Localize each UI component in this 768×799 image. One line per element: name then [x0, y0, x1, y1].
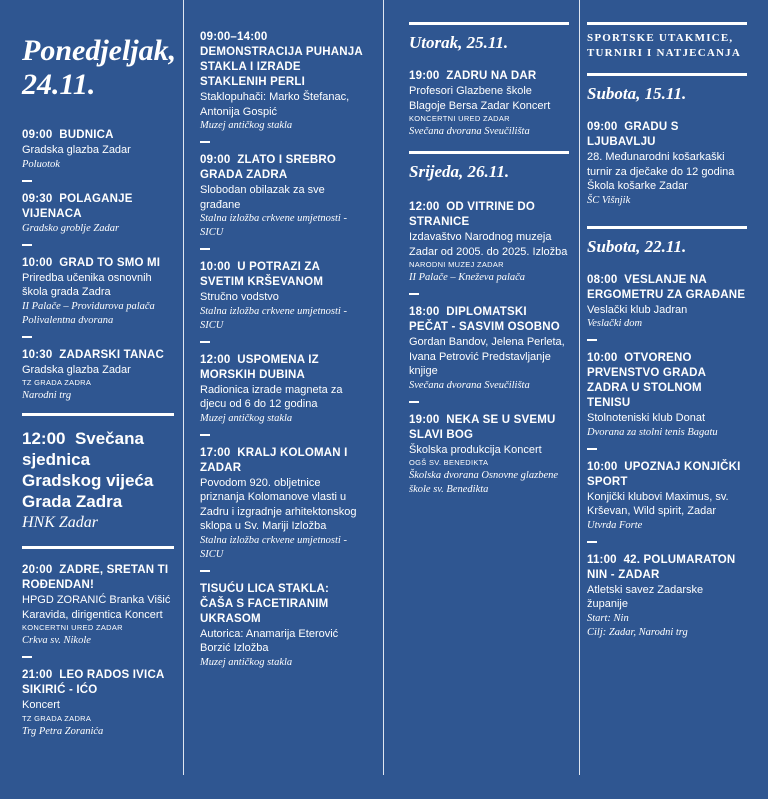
event: 19:00 ZADRU NA DAR Profesori Glazbene škole Blagoje Bersa Zadar Koncert KONCERTNI URED ZADAR Svečana dvorana Sveučilišta	[409, 70, 551, 137]
separator-dash	[200, 570, 210, 572]
separator-dash	[22, 180, 32, 182]
event: 10:30 ZADARSKI TANAC Gradska glazba Zadar TZ GRADA ZADRA Narodni trg	[22, 348, 165, 401]
section-rule	[22, 413, 174, 416]
section-rule	[22, 546, 174, 549]
event: 09:00 BUDNICA Gradska glazba Zadar Poluotok	[22, 129, 131, 170]
section-rule	[409, 22, 569, 25]
event: 20:00 ZADRE, SRETAN TI ROĐENDAN! HPGD ZORANIĆ Branka Višić Karavida, dirigentica Koncert KONCERTNI URED ZADAR Crkva sv. Nikole	[22, 564, 171, 646]
column-monday-exhibits	[200, 30, 365, 678]
section-rule	[587, 22, 747, 25]
section-rule	[587, 73, 747, 76]
event: 17:00 KRALJ KOLOMAN I ZADAR Povodom 920. obljetnice priznanja Kolomanove vlasti u Zadru i izgradnje arhitektonskog sklopa u Sv. Mariji Izložba Stalna izložba crkvene umjetnosti - SICU	[200, 446, 357, 560]
event: TISUĆU LICA STAKLA: ČAŠA S FACETIRANIM UKRASOM Autorica: Anamarija Eterović Borzić Izložba Muzej antičkog stakla	[200, 582, 339, 668]
separator-dash	[587, 448, 597, 450]
column-monday	[22, 0, 177, 747]
separator-dash	[22, 244, 32, 246]
event: 10:00 OTVORENO PRVENSTVO GRADA ZADRA U STOLNOM TENISU Stolnoteniski klub Donat Dvorana za stolni tenis Bagatu	[587, 352, 718, 438]
ceremony-block: 12:00 Svečana sjednica Gradskog vijeća Grada Zadra HNK Zadar	[22, 429, 154, 531]
event: 10:00 UPOZNAJ KONJIČKI SPORT Konjički klubovi Maximus, sv. Krševan, Wild spirit, Zadar Utvrda Forte	[587, 460, 741, 531]
event: 09:30 POLAGANJE VIJENACA Gradsko groblje Zadar	[22, 192, 133, 234]
separator-dash	[22, 656, 32, 658]
separator-dash	[200, 141, 210, 143]
monday-date-heading: 24.11.	[22, 68, 96, 101]
column-divider-3	[579, 0, 580, 775]
event: 08:00 VESLANJE NA ERGOMETRU ZA GRAĐANE Veslački klub Jadran Veslački dom	[587, 273, 746, 329]
column-divider-2	[383, 0, 384, 775]
separator-dash	[200, 341, 210, 343]
section-rule	[409, 151, 569, 154]
tuesday-heading: Utorak, 25.11.	[409, 33, 509, 52]
separator-dash	[587, 339, 597, 341]
column-tue-wed	[409, 22, 569, 505]
event: 11:00 42. POLUMARATON NIN - ZADAR Atletski savez Zadarske županije Start: Nin Cilj: Zadar, Narodni trg	[587, 553, 736, 638]
column-sports	[587, 22, 747, 648]
column-divider-1	[183, 0, 184, 775]
event: 09:00–14:00 DEMONSTRACIJA PUHANJA STAKLA I IZRADE STAKLENIH PERLI Staklopuhači: Marko Štefanac, Antonija Gospić Muzej antičkog stakla	[200, 31, 363, 131]
event: 09:00 ZLATO I SREBRO GRADA ZADRA Slobodan obilazak za sve građane Stalna izložba crkvene umjetnosti - SICU	[200, 154, 347, 238]
event: 21:00 LEO RADOS IVICA SIKIRIĆ - IĆO Koncert TZ GRADA ZADRA Trg Petra Zoranića	[22, 669, 165, 737]
separator-dash	[22, 336, 32, 338]
event: 18:00 DIPLOMATSKI PEČAT - SASVIM OSOBNO Gordan Bandov, Jelena Perleta, Ivana Petrović Predstavljanje knjige Svečana dvorana Sveučilišta	[409, 306, 565, 391]
section-rule	[587, 226, 747, 229]
sports-heading: SPORTSKE UTAKMICE, TURNIRI I NATJECANJA	[587, 32, 741, 59]
wednesday-heading: Srijeda, 26.11.	[409, 162, 510, 181]
event: 10:00 GRAD TO SMO MI Priredba učenika osnovnih škola grada Zadra II Palače – Providurova palača Polivalentna dvorana	[22, 256, 161, 326]
separator-dash	[587, 541, 597, 543]
event: 19:00 NEKA SE U SVEMU SLAVI BOG Školska produkcija Koncert OGŠ SV. BENEDIKTA Školska dvorana Osnovne glazbene škole sv. Benedikta	[409, 413, 559, 495]
separator-dash	[409, 401, 419, 403]
event: 09:00 GRADU S LJUBAVLJU 28. Međunarodni košarkaški turnir za dječake do 12 godina Škola košarke Zadar ŠC Višnjik	[587, 121, 735, 206]
saturday-22-heading: Subota, 22.11.	[587, 236, 687, 256]
event: 12:00 USPOMENA IZ MORSKIH DUBINA Radionica izrade magneta za djecu od 6 do 12 godina Muzej antičkog stakla	[200, 353, 343, 424]
separator-dash	[200, 248, 210, 250]
separator-dash	[409, 293, 419, 295]
monday-day-heading: Ponedjeljak,	[22, 34, 177, 67]
event: 12:00 OD VITRINE DO STRANICE Izdavaštvo Narodnog muzeja Zadar od 2005. do 2025. Izložba NARODNI MUZEJ ZADAR II Palače – Kneževa palača	[409, 201, 568, 283]
separator-dash	[200, 434, 210, 436]
saturday-15-heading: Subota, 15.11.	[587, 84, 687, 103]
event: 10:00 U POTRAZI ZA SVETIM KRŠEVANOM Stručno vodstvo Stalna izložba crkvene umjetnosti - SICU	[200, 261, 347, 331]
